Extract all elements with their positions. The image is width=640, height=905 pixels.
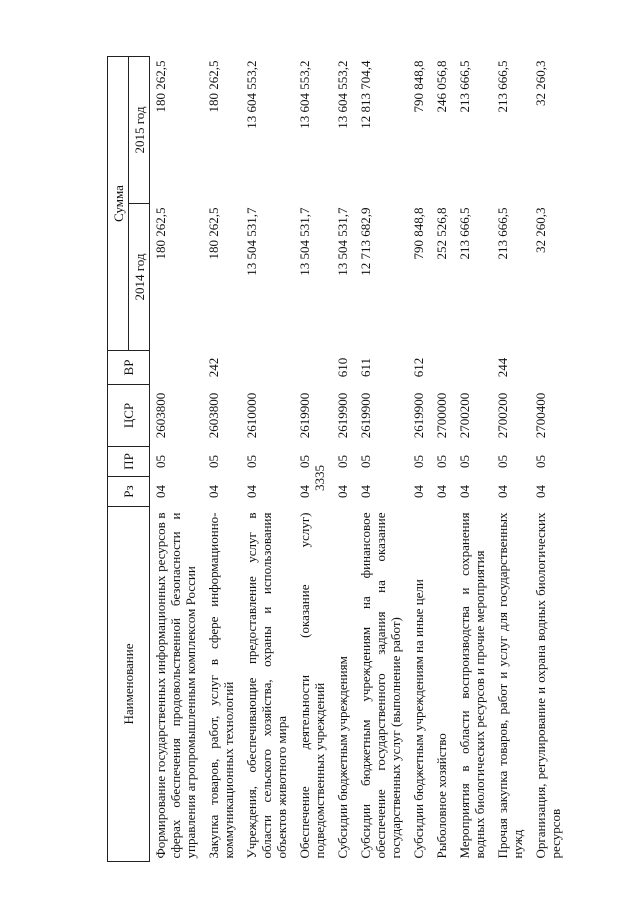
table-row	[530, 57, 568, 862]
row-sum-2015: 13 604 553,2	[335, 60, 350, 129]
row-sum-2015: 213 666,5	[495, 60, 510, 113]
row-name: Учреждения, обеспечивающие предоставление услуг в области сельского хозяйства, охраны и использования объектов животного мира	[244, 512, 289, 859]
row-pr: 05	[335, 455, 350, 468]
header-sum: Сумма	[108, 57, 129, 351]
row-csr: 2603800	[206, 392, 221, 439]
row-sum-2015: 180 262,5	[206, 60, 221, 113]
header-rz: Рз	[108, 477, 150, 507]
row-rz: 04	[495, 485, 510, 498]
row-rz: 04	[153, 485, 168, 498]
row-pr: 05	[297, 455, 312, 468]
table-header	[108, 57, 150, 862]
row-name: Рыболовное хозяйство	[434, 733, 449, 859]
row-sum-2014: 252 526,8	[434, 207, 449, 260]
row-vr: 612	[411, 357, 426, 378]
row-csr: 2603800	[153, 392, 168, 439]
budget-table	[107, 56, 568, 862]
header-name: Наименование	[108, 507, 150, 862]
row-sum-2014: 790 848,8	[411, 207, 426, 260]
row-vr	[150, 351, 204, 385]
row-csr: 2700200	[457, 392, 472, 439]
row-rz: 04	[297, 485, 312, 498]
row-pr: 05	[434, 455, 449, 468]
table-row	[454, 57, 492, 862]
row-csr: 2619900	[358, 392, 373, 439]
row-vr: 611	[358, 357, 373, 378]
row-name: Мероприятия в области воспроизводства и сохранения водных биологических ресурсов и прочие мероприятия	[457, 512, 487, 859]
row-vr	[241, 351, 294, 385]
rotated-page	[107, 57, 569, 862]
row-csr: 2619900	[335, 392, 350, 439]
row-rz: 04	[335, 485, 350, 498]
row-rz: 04	[244, 485, 259, 498]
row-sum-2015: 13 604 553,2	[244, 60, 259, 129]
row-name: Прочая закупка товаров, работ и услуг для государственных нужд	[495, 512, 525, 859]
table-row	[332, 57, 355, 862]
row-name: Субсидии бюджетным учреждениям на финансовое обеспечение государственного задания на оказание государственных услуг (выполнение работ)	[358, 512, 403, 859]
row-name: Субсидии бюджетным учреждениям	[335, 656, 350, 859]
row-sum-2014: 13 504 531,7	[297, 207, 312, 276]
row-sum-2014: 213 666,5	[457, 207, 472, 260]
table-row	[294, 57, 332, 862]
header-year-2014: 2014 год	[129, 204, 150, 351]
table-row	[241, 57, 294, 862]
row-csr: 2619900	[297, 392, 312, 439]
row-sum-2014: 180 262,5	[153, 207, 168, 260]
row-pr: 05	[358, 455, 373, 468]
row-pr: 05	[457, 455, 472, 468]
row-sum-2014: 12 713 682,9	[358, 207, 373, 276]
row-sum-2014: 213 666,5	[495, 207, 510, 260]
row-vr: 610	[335, 357, 350, 378]
row-rz: 04	[206, 485, 221, 498]
table-row	[431, 57, 454, 862]
row-name: Субсидии бюджетным учреждениям на иные цели	[411, 579, 426, 859]
header-csr: ЦСР	[108, 385, 150, 447]
row-pr: 05	[206, 455, 221, 468]
row-rz: 04	[457, 485, 472, 498]
header-vr: ВР	[108, 351, 150, 385]
row-sum-2014: 180 262,5	[206, 207, 221, 260]
row-pr: 05	[495, 455, 510, 468]
row-vr	[431, 351, 454, 385]
row-sum-2015: 790 848,8	[411, 60, 426, 113]
row-pr: 05	[153, 455, 168, 468]
row-vr: 244	[495, 357, 510, 378]
row-sum-2015: 12 813 704,4	[358, 60, 373, 129]
row-rz: 04	[434, 485, 449, 498]
row-sum-2015: 13 604 553,2	[297, 60, 312, 129]
row-csr: 2700400	[533, 392, 548, 439]
row-rz: 04	[411, 485, 426, 498]
row-vr: 242	[206, 357, 221, 378]
page-number: 3335	[312, 465, 327, 491]
row-pr: 05	[244, 455, 259, 468]
row-sum-2015: 180 262,5	[153, 60, 168, 113]
row-rz: 04	[358, 485, 373, 498]
row-sum-2015: 32 260,3	[533, 60, 548, 106]
row-name: Закупка товаров, работ, услуг в сфере информационно-коммуникационных технологий	[206, 512, 236, 859]
row-rz: 04	[533, 485, 548, 498]
row-sum-2014: 13 504 531,7	[244, 207, 259, 276]
row-csr: 2700000	[434, 392, 449, 439]
row-sum-2014: 32 260,3	[533, 207, 548, 253]
table-row	[492, 57, 530, 862]
table-row	[203, 57, 241, 862]
row-sum-2015: 246 056,8	[434, 60, 449, 113]
row-name: Организация, регулирование и охрана водных биологических ресурсов	[533, 512, 563, 859]
table-row	[355, 57, 408, 862]
table-row	[150, 57, 204, 862]
header-pr: ПР	[108, 447, 150, 477]
row-name: Обеспечение деятельности (оказание услуг) подведомственных учреждений	[297, 512, 327, 859]
row-name: Формирование государственных информационных ресурсов в сферах обеспечения продовольственной безопасности и управления агропромышленным комплексом России	[153, 512, 198, 859]
table-body	[150, 57, 569, 862]
header-year-2015: 2015 год	[129, 57, 150, 204]
row-sum-2014: 13 504 531,7	[335, 207, 350, 276]
row-vr	[530, 351, 568, 385]
row-vr	[454, 351, 492, 385]
row-vr	[294, 351, 332, 385]
row-pr: 05	[411, 455, 426, 468]
row-pr: 05	[533, 455, 548, 468]
row-sum-2015: 213 666,5	[457, 60, 472, 113]
row-csr: 2610000	[244, 392, 259, 439]
row-csr: 2700200	[495, 392, 510, 439]
row-csr: 2619900	[411, 392, 426, 439]
table-row	[408, 57, 431, 862]
